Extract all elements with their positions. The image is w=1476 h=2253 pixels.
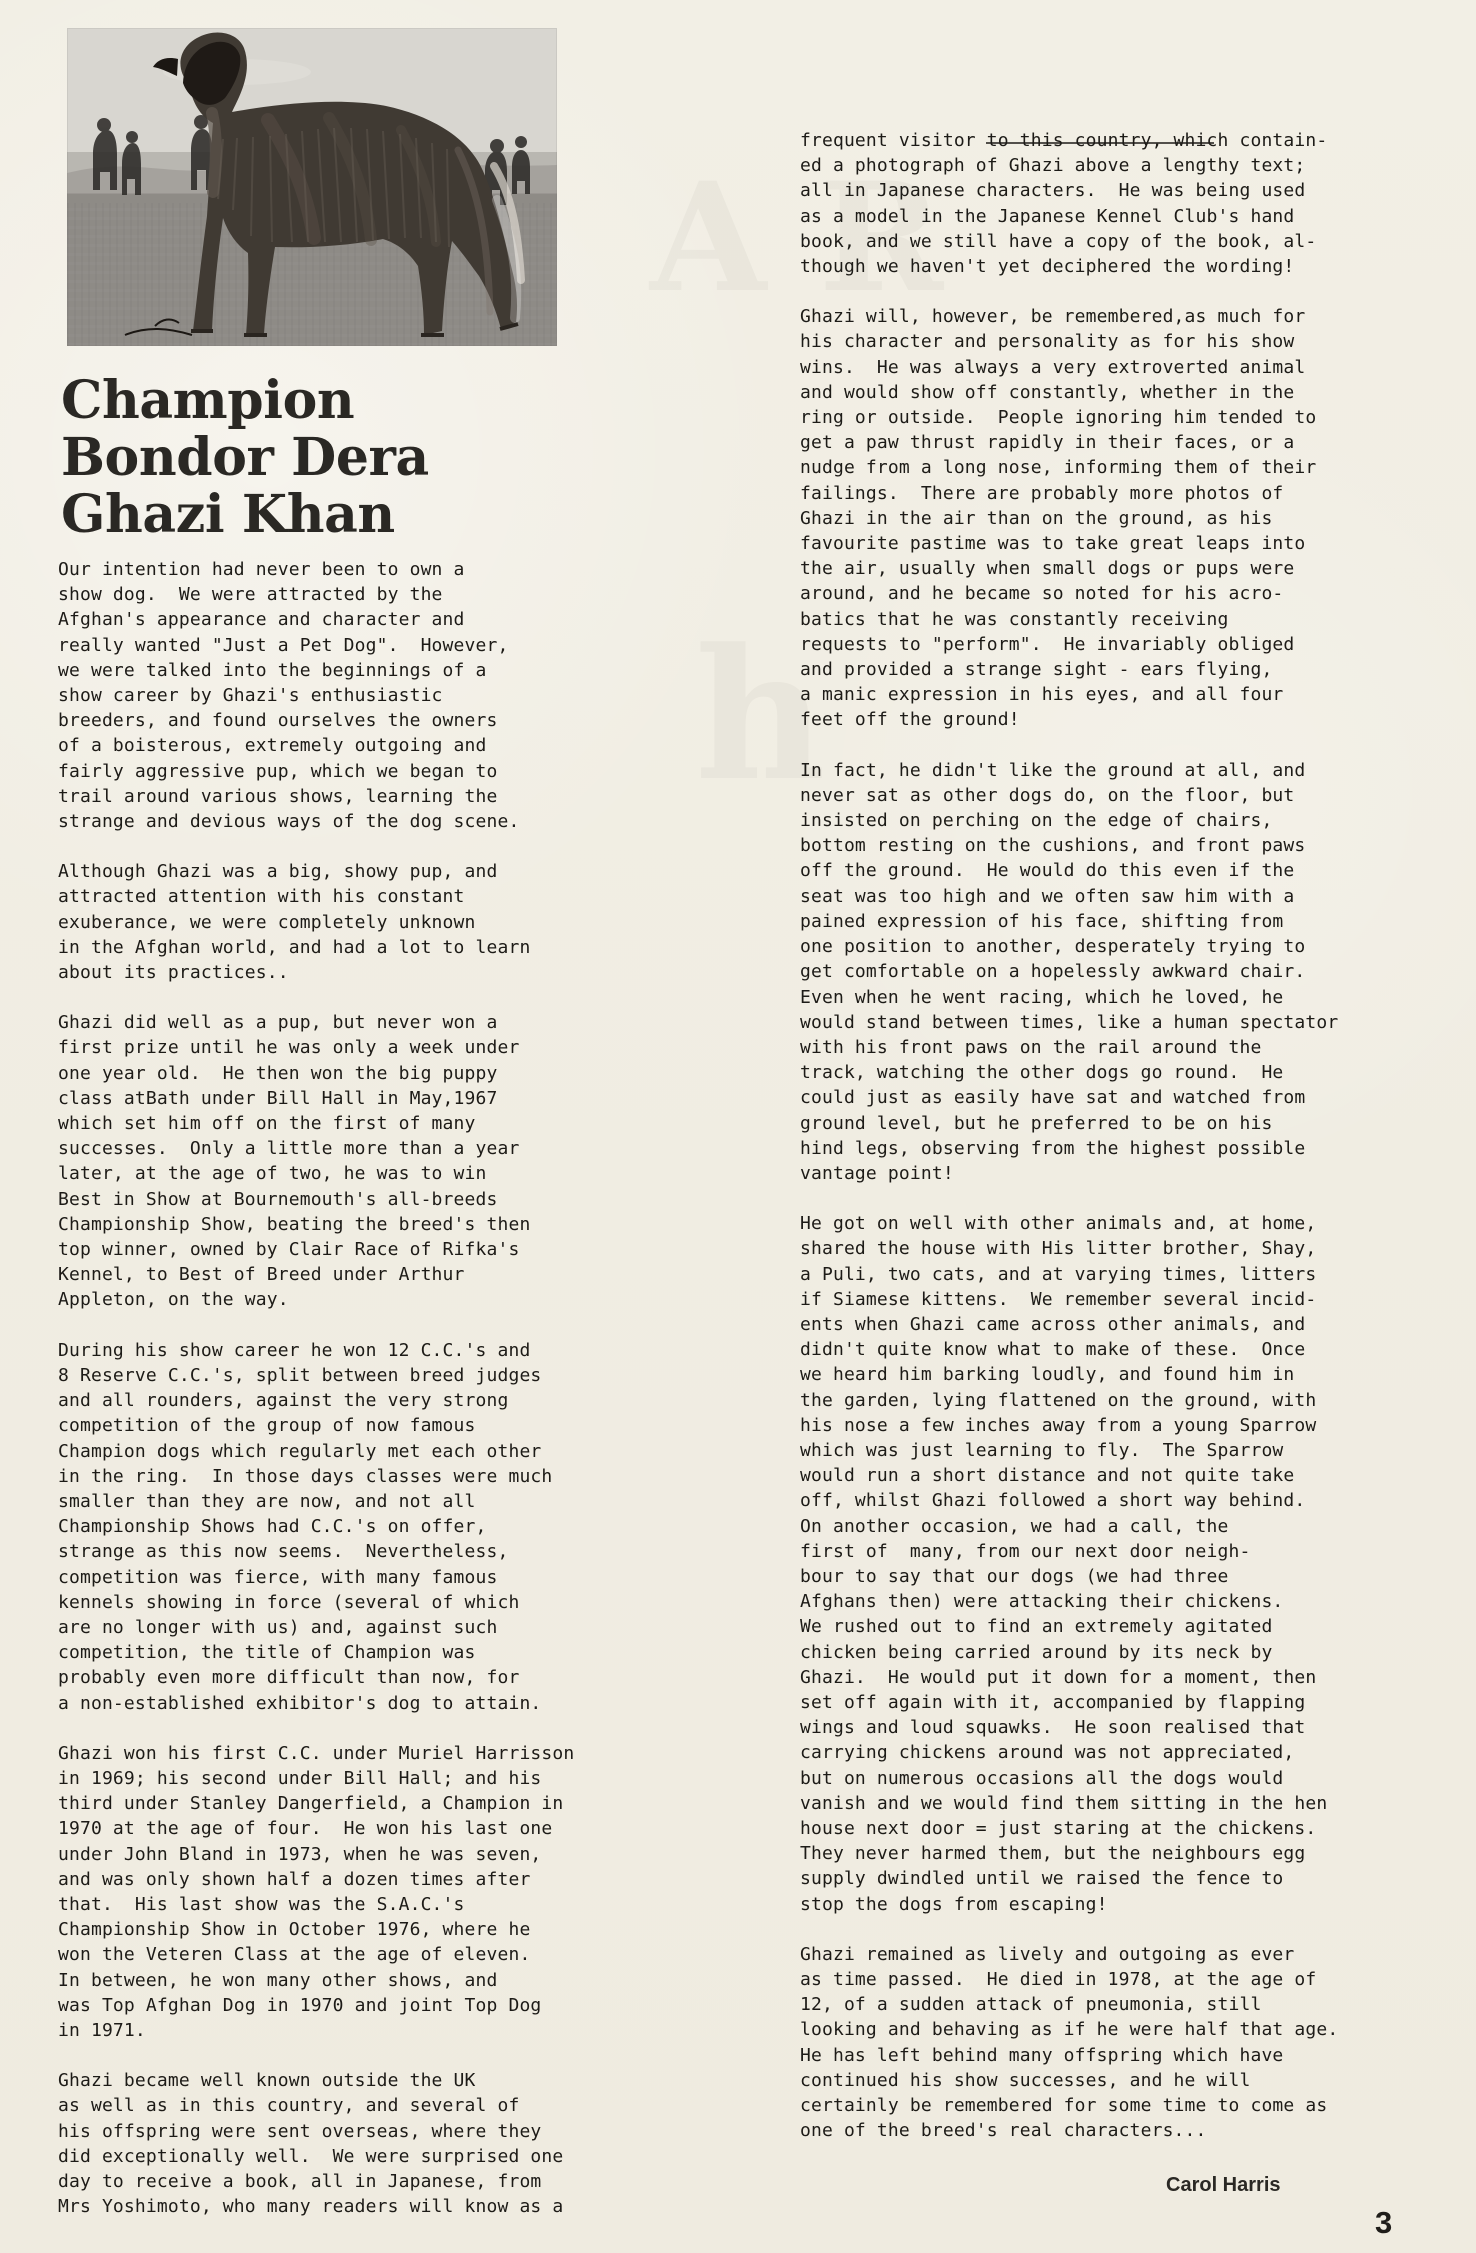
article-paragraph: During his show career he won 12 C.C.'s and 8 Reserve C.C.'s, split between breed judges and all rounders, against the very strong competition of the group of now famous Champion dogs which regularly met each other in the ring. In those days classes were much smaller than they are now, and not all Championship Shows had C.C.'s on offer, strange as this now seems. Nevertheless, competition was fierce, with many famous kennels showing in force (several of which are no longer with us) and, against such competition, the title of Champion was probably even more difficult than now, for a non-established exhibitor's dog to attain.	[58, 1339, 553, 1714]
article-paragraph: Ghazi became well known outside the UK as well as in this country, and several of his offspring were sent overseas, where they did exceptionally well. We were surprised one day to receive a book, all in Japanese, from Mrs Yoshimoto, who many readers will know as a	[58, 2070, 564, 2218]
article-paragraph: He got on well with other animals and, at home, shared the house with His litter brother, Shay, a Puli, two cats, and at varying times, litters if Siamese kittens. We remember several incid- ents when Ghazi came across other animals, and didn't quite know what to make of these. Once we heard him barking loudly, and found him in the garden, lying flattened on the ground, with his nose a few inches away from a young Sparrow which was just learning to fly. The Sparrow would run a short distance and not quite take off, whilst Ghazi followed a short way behind. On another occasion, we had a call, the first of many, from our next door neigh- bour to say that our dogs (we had three Afghans then) were attacking their chickens. We rushed out to find an extremely agitated chicken being carried around by its neck by Ghazi. He would put it down for a moment, then set off again with it, accompanied by flapping wings and loud squawks. He soon realised that carrying chickens around was not appreciated, but on numerous occasions all the dogs would vanish and we would find them sitting in the hen house next door = just staring at the chickens. They never harmed them, but the neighbours egg supply dwindled until we raised the fence to stop the dogs from escaping!	[800, 1213, 1328, 1915]
title-line: Champion	[61, 370, 355, 431]
right-column	[800, 128, 1430, 2143]
article-paragraph: Our intention had never been to own a show dog. We were attracted by the Afghan's appearance and character and really wanted "Just a Pet Dog". However, we were talked into the beginnings of a show career by Ghazi's enthusiastic breeders, and found ourselves the owners of a boisterous, extremely outgoing and fairly aggressive pup, which we began to trail around various shows, learning the strange and devious ways of the dog scene.	[58, 559, 520, 833]
article-paragraph: Ghazi did well as a pup, but never won a first prize until he was only a week under one year old. He then won the big puppy class atBath under Bill Hall in May,1967 which set him off on the first of many successes. Only a little more than a year later, at the age of two, he was to win Best in Show at Bournemouth's all-breeds Championship Show, beating the breed's then top winner, owned by Clair Race of Rifka's Kennel, to Best of Breed under Arthur Appleton, on the way.	[58, 1012, 531, 1311]
article-paragraph: Ghazi remained as lively and outgoing as ever as time passed. He died in 1978, at the age of 12, of a sudden attack of pneumonia, still looking and behaving as if he were half that age. He has left behind many offspring which have continued his show successes, and he will certainly be remembered for some time to come as one of the breed's real characters...	[800, 1943, 1339, 2142]
article-paragraph: frequent visitor to this country, which contain- ed a photograph of Ghazi above a lengthy text; all in Japanese characters. He was being used as a model in the Japanese Kennel Club's hand book, and we still have a copy of the book, al- though we haven't yet deciphered the wording!	[800, 130, 1328, 278]
page-number: 3	[1375, 2205, 1393, 2240]
title-line: Bondor Dera	[61, 427, 429, 488]
afghan-hound-photo	[67, 28, 557, 346]
afghan-hound-illustration	[67, 28, 557, 346]
article-paragraph: Ghazi won his first C.C. under Muriel Harrisson in 1969; his second under Bill Hall; and his third under Stanley Dangerfield, a Champion in 1970 at the age of four. He won his last one under John Bland in 1973, when he was seven, and was only shown half a dozen times after that. His last show was the S.A.C.'s Championship Show in October 1976, where he won the Veteren Class at the age of eleven. In between, he won many other shows, and was Top Afghan Dog in 1970 and joint Top Dog in 1971.	[58, 1742, 575, 2041]
article-paragraph: Ghazi will, however, be remembered,as much for his character and personality as for his show wins. He was always a very extroverted animal and would show off constantly, whether in the ring or outside. People ignoring him tended to get a paw thrust rapidly in their faces, or a nudge from a long nose, informing them of their failings. There are probably more photos of Ghazi in the air than on the ground, as his favourite pastime was to take great leaps into the air, usually when small dogs or pups were around, and he became so noted for his acro- batics that he was constantly receiving requests to "perform". He invariably obliged and provided a strange sight - ears flying, a manic expression in his eyes, and all four feet off the ground!	[800, 306, 1317, 731]
left-column	[58, 28, 698, 2219]
title-line: Ghazi Khan	[61, 484, 395, 545]
article-title	[61, 372, 698, 543]
author-name: Carol Harris	[1166, 2174, 1281, 2196]
article-paragraph: Although Ghazi was a big, showy pup, and attracted attention with his constant exuberance, we were completely unknown in the Afghan world, and had a lot to learn about its practices..	[58, 861, 531, 984]
article-paragraph: In fact, he didn't like the ground at all, and never sat as other dogs do, on the floor, but insisted on perching on the edge of chairs, bottom resting on the cushions, and front paws off the ground. He would do this even if the seat was too high and we often saw him with a pained expression of his face, shifting from one position to another, desperately trying to get comfortable on a hopelessly awkward chair. Even when he went racing, which he loved, he would stand between times, like a human spectator with his front paws on the rail around the track, watching the other dogs go round. He could just as easily have sat and watched from ground level, but he preferred to be on his hind legs, observing from the highest possible vantage point!	[800, 759, 1339, 1184]
